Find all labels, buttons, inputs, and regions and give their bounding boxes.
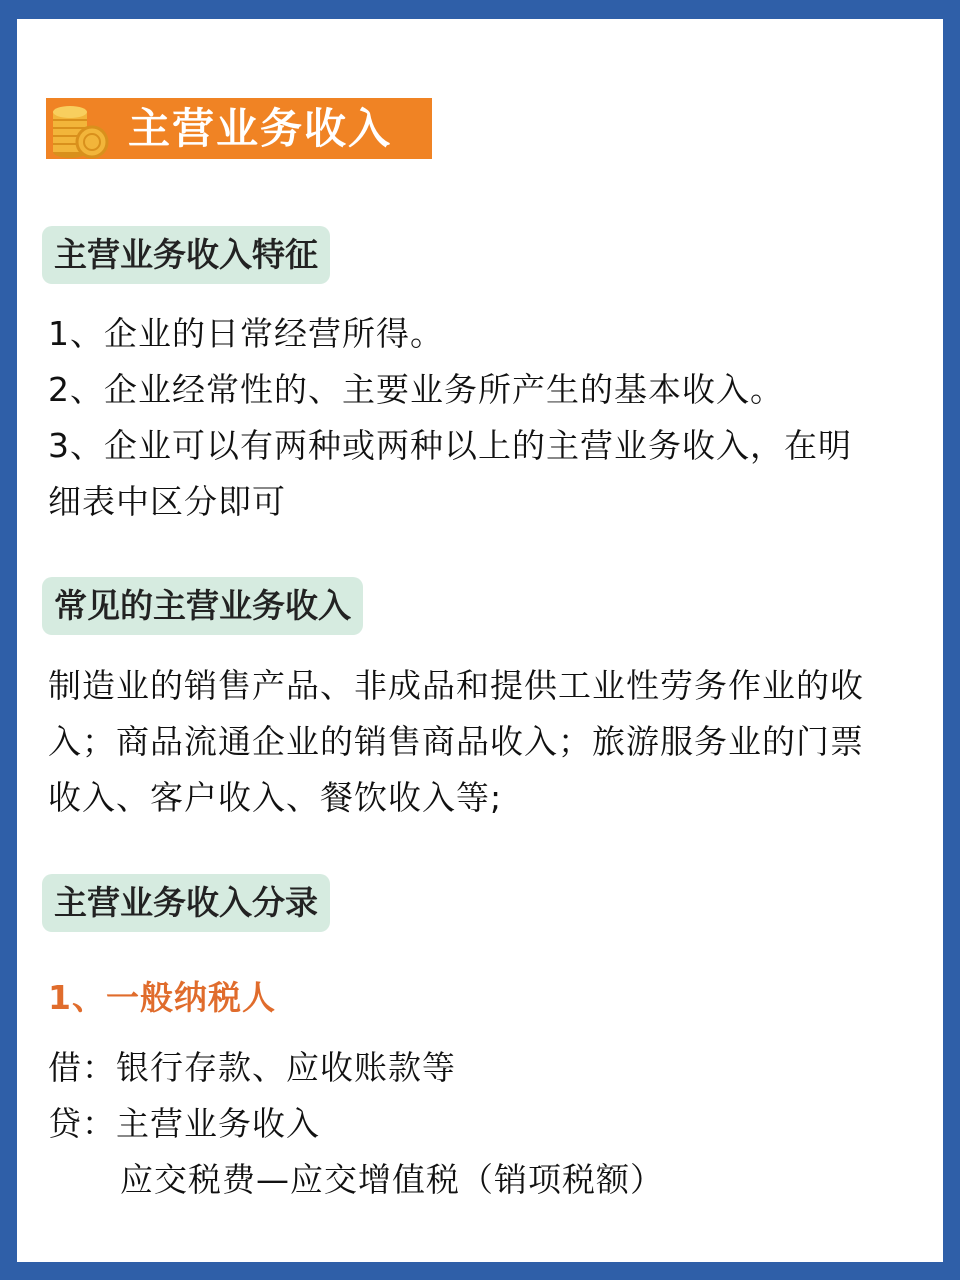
subheading-general-taxpayer: 1、一般纳税人 [48, 978, 276, 1017]
text-line: 入；商品流通企业的销售商品收入；旅游服务业的门票 [48, 722, 864, 761]
section-heading-features: 主营业务收入特征 [42, 226, 330, 284]
text-line: 细表中区分即可 [48, 482, 286, 521]
section-heading-common: 常见的主营业务收入 [42, 577, 363, 635]
text-line: 2、企业经常性的、主要业务所产生的基本收入。 [48, 370, 784, 409]
credit-line-tax: 应交税费—应交增值税（销项税额） [120, 1160, 664, 1199]
text-line: 3、企业可以有两种或两种以上的主营业务收入，在明 [48, 426, 852, 465]
debit-line: 借：银行存款、应收账款等 [48, 1048, 456, 1087]
gold-coins-icon [50, 96, 112, 160]
text-line: 1、企业的日常经营所得。 [48, 314, 444, 353]
text-line: 制造业的销售产品、非成品和提供工业性劳务作业的收 [48, 666, 864, 705]
section-heading-entries: 主营业务收入分录 [42, 874, 330, 932]
text-line: 收入、客户收入、餐饮收入等; [48, 778, 503, 817]
credit-line: 贷：主营业务收入 [48, 1104, 320, 1143]
page-title: 主营业务收入 [128, 104, 393, 153]
